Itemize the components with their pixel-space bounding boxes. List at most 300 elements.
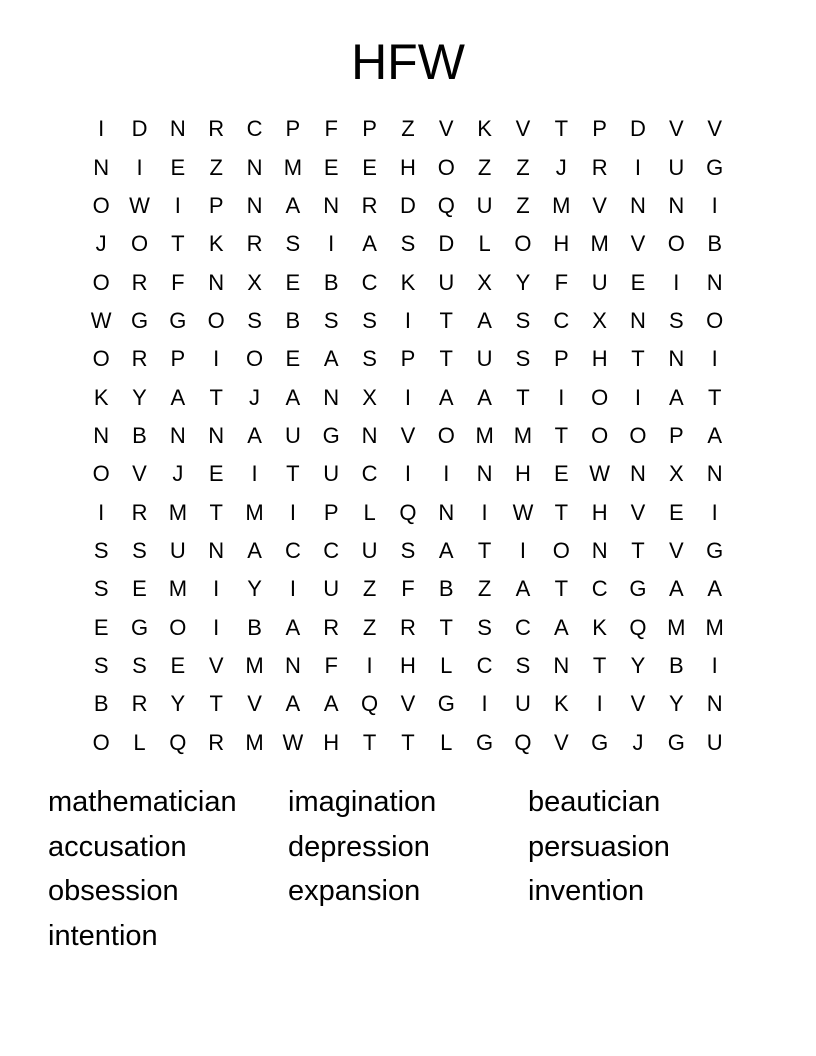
word-list-item: invention: [528, 875, 645, 907]
grid-letter: I: [213, 614, 220, 640]
grid-letter: M: [552, 192, 571, 218]
grid-letter: K: [93, 384, 109, 410]
grid-letter: N: [591, 537, 608, 563]
grid-letter: R: [208, 116, 225, 142]
grid-letter: R: [246, 231, 263, 257]
grid-letter: H: [591, 499, 608, 525]
word-list: [48, 780, 768, 958]
grid-letter: I: [251, 461, 258, 487]
grid-letter: I: [481, 499, 488, 525]
grid-letter: A: [553, 614, 569, 640]
grid-letter: T: [554, 116, 569, 142]
grid-letter: L: [440, 652, 453, 678]
word-list-item: intention: [48, 919, 158, 952]
grid-letter: G: [706, 537, 724, 563]
grid-letter: N: [246, 192, 263, 218]
grid-letter: M: [590, 231, 609, 257]
grid-letter: O: [629, 422, 647, 448]
grid-letter: Y: [132, 384, 147, 410]
grid-letter: A: [477, 307, 492, 333]
grid-letter: U: [323, 461, 340, 487]
grid-letter: N: [93, 154, 110, 180]
grid-letter: O: [169, 614, 187, 640]
grid-letter: E: [668, 499, 684, 525]
grid-letter: V: [208, 652, 224, 678]
grid-letter: U: [476, 192, 493, 218]
grid-letter: I: [711, 346, 718, 372]
grid-letter: G: [667, 729, 685, 755]
grid-letter: V: [247, 691, 262, 717]
grid-letter: T: [592, 652, 607, 678]
grid-letter: T: [171, 231, 185, 257]
grid-letter: V: [553, 729, 569, 755]
grid-letter: L: [363, 499, 376, 525]
grid-letter: A: [477, 384, 492, 410]
grid-letter: N: [438, 499, 455, 525]
grid-letter: O: [591, 422, 609, 448]
grid-letter: K: [477, 116, 492, 142]
grid-letter: Q: [399, 499, 417, 525]
grid-letter: M: [475, 422, 494, 448]
grid-letter: A: [323, 346, 339, 372]
grid-letter: N: [630, 461, 646, 487]
grid-letter: V: [400, 422, 416, 448]
grid-letter: L: [478, 231, 491, 257]
grid-letter: R: [591, 154, 608, 180]
grid-letter: T: [286, 461, 300, 487]
grid-letter: N: [93, 422, 110, 448]
grid-letter: E: [285, 269, 301, 295]
grid-letter: I: [404, 461, 411, 487]
grid-letter: Z: [362, 576, 377, 602]
grid-letter: O: [706, 307, 724, 333]
grid-letter: O: [667, 231, 685, 257]
grid-letter: N: [630, 307, 646, 333]
grid-letter: O: [92, 192, 110, 218]
grid-letter: A: [668, 576, 684, 602]
grid-letter: N: [706, 691, 723, 717]
grid-letter: E: [170, 154, 186, 180]
grid-letter: Y: [668, 691, 684, 717]
grid-letter: N: [208, 422, 225, 448]
grid-letter: H: [323, 729, 340, 755]
grid-letter: X: [247, 269, 262, 295]
grid-letter: U: [476, 346, 493, 372]
word-list-item: obsession: [48, 875, 179, 907]
grid-letter: G: [322, 422, 340, 448]
grid-letter: N: [706, 461, 723, 487]
grid-letter: I: [289, 576, 296, 602]
grid-letter: N: [361, 422, 378, 448]
grid-letter: I: [98, 499, 105, 525]
grid-letter: P: [400, 346, 416, 372]
grid-letter: T: [631, 537, 645, 563]
grid-letter: Z: [516, 192, 530, 218]
grid-letter: O: [591, 384, 609, 410]
grid-letter: A: [668, 384, 684, 410]
grid-letter: F: [401, 576, 415, 602]
grid-letter: T: [516, 384, 530, 410]
grid-letter: U: [706, 729, 723, 755]
grid-letter: O: [92, 461, 110, 487]
grid-letter: O: [207, 307, 225, 333]
grid-letter: Q: [169, 729, 187, 755]
grid-letter: E: [323, 154, 339, 180]
grid-letter: C: [246, 116, 263, 142]
grid-letter: K: [208, 231, 224, 257]
grid-letter: S: [323, 307, 339, 333]
grid-letter: Y: [630, 652, 646, 678]
grid-letter: R: [131, 269, 148, 295]
grid-letter: I: [136, 154, 143, 180]
grid-letter: Z: [516, 154, 530, 180]
grid-letter: T: [631, 346, 645, 372]
grid-letter: I: [404, 307, 411, 333]
grid-letter: S: [400, 537, 416, 563]
grid-letter: S: [93, 537, 109, 563]
grid-letter: V: [132, 461, 147, 487]
grid-letter: L: [133, 729, 146, 755]
grid-letter: A: [285, 384, 301, 410]
grid-letter: I: [558, 384, 565, 410]
grid-letter: V: [515, 116, 531, 142]
grid-letter: A: [515, 576, 531, 602]
grid-letter: G: [130, 614, 149, 640]
grid-letter: V: [592, 192, 607, 218]
grid-letter: N: [246, 154, 263, 180]
grid-letter: C: [476, 652, 493, 678]
grid-letter: R: [208, 729, 225, 755]
grid-letter: O: [92, 269, 110, 295]
grid-letter: H: [399, 154, 416, 180]
grid-letter: T: [477, 537, 492, 563]
grid-letter: N: [476, 461, 493, 487]
grid-letter: N: [208, 537, 225, 563]
grid-letter: Y: [515, 269, 531, 295]
grid-letter: Q: [514, 729, 532, 755]
grid-letter: O: [514, 231, 532, 257]
grid-letter: Y: [247, 576, 262, 602]
grid-letter: C: [361, 269, 378, 295]
grid-letter: P: [592, 116, 607, 142]
grid-letter: P: [362, 116, 377, 142]
grid-letter: B: [285, 307, 301, 333]
grid-letter: X: [592, 307, 607, 333]
grid-letter: J: [249, 384, 261, 410]
grid-letter: I: [98, 116, 105, 142]
grid-letter: N: [630, 192, 646, 218]
grid-letter: F: [554, 269, 569, 295]
word-list-item: accusation: [48, 830, 187, 863]
grid-letter: O: [552, 537, 570, 563]
grid-letter: U: [591, 269, 608, 295]
grid-letter: D: [131, 116, 148, 142]
grid-letter: A: [247, 537, 262, 563]
grid-letter: T: [439, 614, 453, 640]
grid-letter: T: [554, 499, 569, 525]
grid-letter: M: [705, 614, 724, 640]
grid-letter: E: [208, 461, 224, 487]
grid-letter: M: [245, 499, 264, 525]
grid-letter: I: [596, 691, 603, 717]
grid-letter: I: [443, 461, 450, 487]
grid-letter: V: [630, 231, 646, 257]
grid-letter: D: [630, 116, 646, 142]
grid-letter: W: [90, 307, 112, 333]
grid-letter: E: [285, 346, 301, 372]
grid-letter: I: [634, 154, 642, 180]
grid-letter: O: [245, 346, 264, 372]
grid-letter: A: [285, 691, 301, 717]
grid-letter: A: [285, 614, 301, 640]
grid-letter: E: [630, 269, 646, 295]
grid-letter: M: [283, 154, 303, 180]
grid-letter: N: [706, 269, 723, 295]
grid-letter: I: [404, 384, 411, 410]
grid-letter: B: [247, 614, 262, 640]
grid-letter: W: [589, 461, 611, 487]
word-list-item: expansion: [288, 875, 421, 907]
grid-letter: A: [323, 691, 339, 717]
grid-letter: I: [366, 652, 373, 678]
grid-letter: S: [400, 231, 416, 257]
grid-letter: A: [438, 384, 454, 410]
grid-letter: J: [172, 461, 184, 487]
letter-grid: [82, 110, 734, 762]
grid-letter: J: [632, 729, 644, 755]
grid-letter: Q: [361, 691, 379, 717]
grid-letter: U: [361, 537, 378, 563]
grid-letter: D: [438, 231, 455, 257]
word-list-item: persuasion: [528, 830, 670, 863]
grid-letter: P: [553, 346, 569, 372]
grid-letter: M: [245, 652, 264, 678]
grid-letter: V: [438, 116, 454, 142]
grid-letter: B: [132, 422, 147, 448]
grid-letter: N: [553, 652, 570, 678]
grid-letter: S: [132, 537, 147, 563]
grid-letter: E: [170, 652, 186, 678]
grid-letter: Z: [401, 116, 415, 142]
grid-letter: S: [477, 614, 492, 640]
grid-letter: V: [630, 499, 646, 525]
grid-letter: Q: [629, 614, 647, 640]
grid-letter: B: [323, 269, 339, 295]
grid-letter: F: [324, 116, 338, 142]
grid-letter: B: [93, 691, 109, 717]
grid-letter: T: [401, 729, 415, 755]
grid-letter: V: [707, 116, 723, 142]
grid-letter: R: [131, 691, 148, 717]
grid-letter: S: [515, 346, 531, 372]
grid-letter: S: [93, 652, 109, 678]
grid-letter: J: [555, 154, 567, 180]
grid-letter: W: [282, 729, 304, 755]
grid-letter: N: [284, 652, 301, 678]
grid-letter: S: [132, 652, 147, 678]
grid-letter: G: [706, 154, 724, 180]
grid-letter: B: [438, 576, 454, 602]
grid-letter: C: [515, 614, 531, 640]
grid-letter: C: [323, 537, 340, 563]
grid-letter: F: [324, 652, 338, 678]
grid-letter: A: [170, 384, 186, 410]
grid-letter: M: [513, 422, 533, 448]
grid-letter: K: [400, 269, 416, 295]
grid-letter: B: [707, 231, 723, 257]
grid-letter: H: [553, 231, 570, 257]
grid-letter: G: [476, 729, 494, 755]
grid-letter: O: [92, 729, 110, 755]
grid-letter: S: [515, 307, 531, 333]
grid-letter: T: [439, 307, 453, 333]
grid-letter: A: [285, 192, 301, 218]
grid-letter: T: [209, 499, 223, 525]
grid-letter: U: [515, 691, 531, 717]
grid-letter: N: [668, 192, 685, 218]
grid-letter: M: [168, 576, 188, 602]
grid-letter: T: [209, 691, 223, 717]
grid-letter: M: [168, 499, 188, 525]
grid-letter: P: [170, 346, 186, 372]
grid-letter: V: [668, 116, 684, 142]
grid-letter: R: [361, 192, 378, 218]
grid-letter: E: [132, 576, 147, 602]
grid-letter: S: [362, 346, 377, 372]
grid-letter: N: [169, 422, 186, 448]
grid-letter: X: [477, 269, 492, 295]
word-list-item: imagination: [288, 786, 437, 818]
grid-letter: S: [362, 307, 377, 333]
grid-letter: C: [553, 307, 570, 333]
grid-letter: I: [213, 346, 220, 372]
grid-letter: O: [437, 154, 455, 180]
grid-letter: P: [323, 499, 339, 525]
grid-letter: I: [213, 576, 220, 602]
grid-letter: S: [93, 576, 109, 602]
grid-letter: T: [209, 384, 223, 410]
grid-letter: E: [93, 614, 109, 640]
grid-letter: C: [591, 576, 608, 602]
grid-letter: H: [399, 652, 416, 678]
grid-letter: D: [399, 192, 416, 218]
grid-letter: R: [131, 346, 148, 372]
grid-letter: K: [592, 614, 607, 640]
grid-letter: A: [362, 231, 377, 257]
grid-letter: L: [440, 729, 453, 755]
grid-letter: I: [174, 192, 181, 218]
grid-letter: O: [92, 346, 110, 372]
grid-letter: T: [707, 384, 722, 410]
grid-letter: Z: [477, 576, 492, 602]
grid-letter: I: [289, 499, 296, 525]
grid-letter: I: [711, 499, 718, 525]
grid-letter: B: [668, 652, 684, 678]
word-list-item: beautician: [528, 786, 661, 818]
grid-letter: V: [668, 537, 684, 563]
grid-letter: S: [285, 231, 301, 257]
grid-letter: G: [591, 729, 609, 755]
grid-letter: T: [554, 576, 569, 602]
grid-letter: J: [95, 231, 107, 257]
grid-letter: I: [634, 384, 642, 410]
grid-letter: Z: [209, 154, 223, 180]
grid-letter: G: [629, 576, 647, 602]
grid-letter: H: [515, 461, 531, 487]
grid-letter: N: [169, 116, 186, 142]
grid-letter: M: [667, 614, 686, 640]
grid-letter: A: [438, 537, 454, 563]
grid-letter: C: [361, 461, 378, 487]
grid-letter: P: [668, 422, 684, 448]
word-list-item: depression: [288, 830, 430, 863]
grid-letter: R: [399, 614, 416, 640]
grid-letter: U: [169, 537, 186, 563]
grid-letter: Q: [437, 192, 455, 218]
grid-letter: M: [245, 729, 264, 755]
grid-letter: X: [362, 384, 377, 410]
grid-letter: Y: [170, 691, 186, 717]
grid-letter: R: [131, 499, 148, 525]
grid-letter: S: [247, 307, 262, 333]
grid-letter: V: [630, 691, 646, 717]
grid-letter: A: [707, 576, 723, 602]
grid-letter: N: [323, 384, 340, 410]
grid-letter: A: [707, 422, 723, 448]
grid-letter: W: [512, 499, 534, 525]
grid-letter: I: [711, 652, 718, 678]
grid-letter: N: [668, 346, 685, 372]
grid-letter: G: [169, 307, 187, 333]
grid-letter: U: [323, 576, 340, 602]
grid-letter: N: [323, 192, 340, 218]
grid-letter: G: [130, 307, 149, 333]
grid-letter: U: [668, 154, 685, 180]
grid-letter: E: [553, 461, 569, 487]
grid-letter: O: [130, 231, 149, 257]
grid-letter: I: [673, 269, 680, 295]
grid-letter: Z: [362, 614, 377, 640]
grid-letter: W: [129, 192, 150, 218]
grid-letter: C: [284, 537, 301, 563]
grid-letter: E: [362, 154, 377, 180]
grid-letter: F: [171, 269, 185, 295]
grid-letter: R: [323, 614, 340, 640]
grid-letter: Z: [477, 154, 492, 180]
page-title: HFW: [351, 34, 465, 90]
grid-letter: I: [711, 192, 718, 218]
grid-letter: S: [668, 307, 684, 333]
grid-letter: I: [519, 537, 527, 563]
grid-letter: H: [591, 346, 608, 372]
word-list-item: mathematician: [48, 786, 237, 818]
grid-letter: I: [481, 691, 488, 717]
grid-letter: G: [437, 691, 455, 717]
grid-letter: T: [554, 422, 569, 448]
grid-letter: S: [515, 652, 531, 678]
grid-letter: U: [284, 422, 301, 448]
grid-letter: O: [437, 422, 455, 448]
grid-letter: T: [362, 729, 377, 755]
grid-letter: X: [668, 461, 684, 487]
grid-letter: P: [285, 116, 301, 142]
grid-letter: N: [208, 269, 225, 295]
grid-letter: A: [247, 422, 262, 448]
grid-letter: P: [208, 192, 224, 218]
grid-letter: T: [439, 346, 453, 372]
grid-letter: I: [328, 231, 335, 257]
grid-letter: U: [438, 269, 455, 295]
